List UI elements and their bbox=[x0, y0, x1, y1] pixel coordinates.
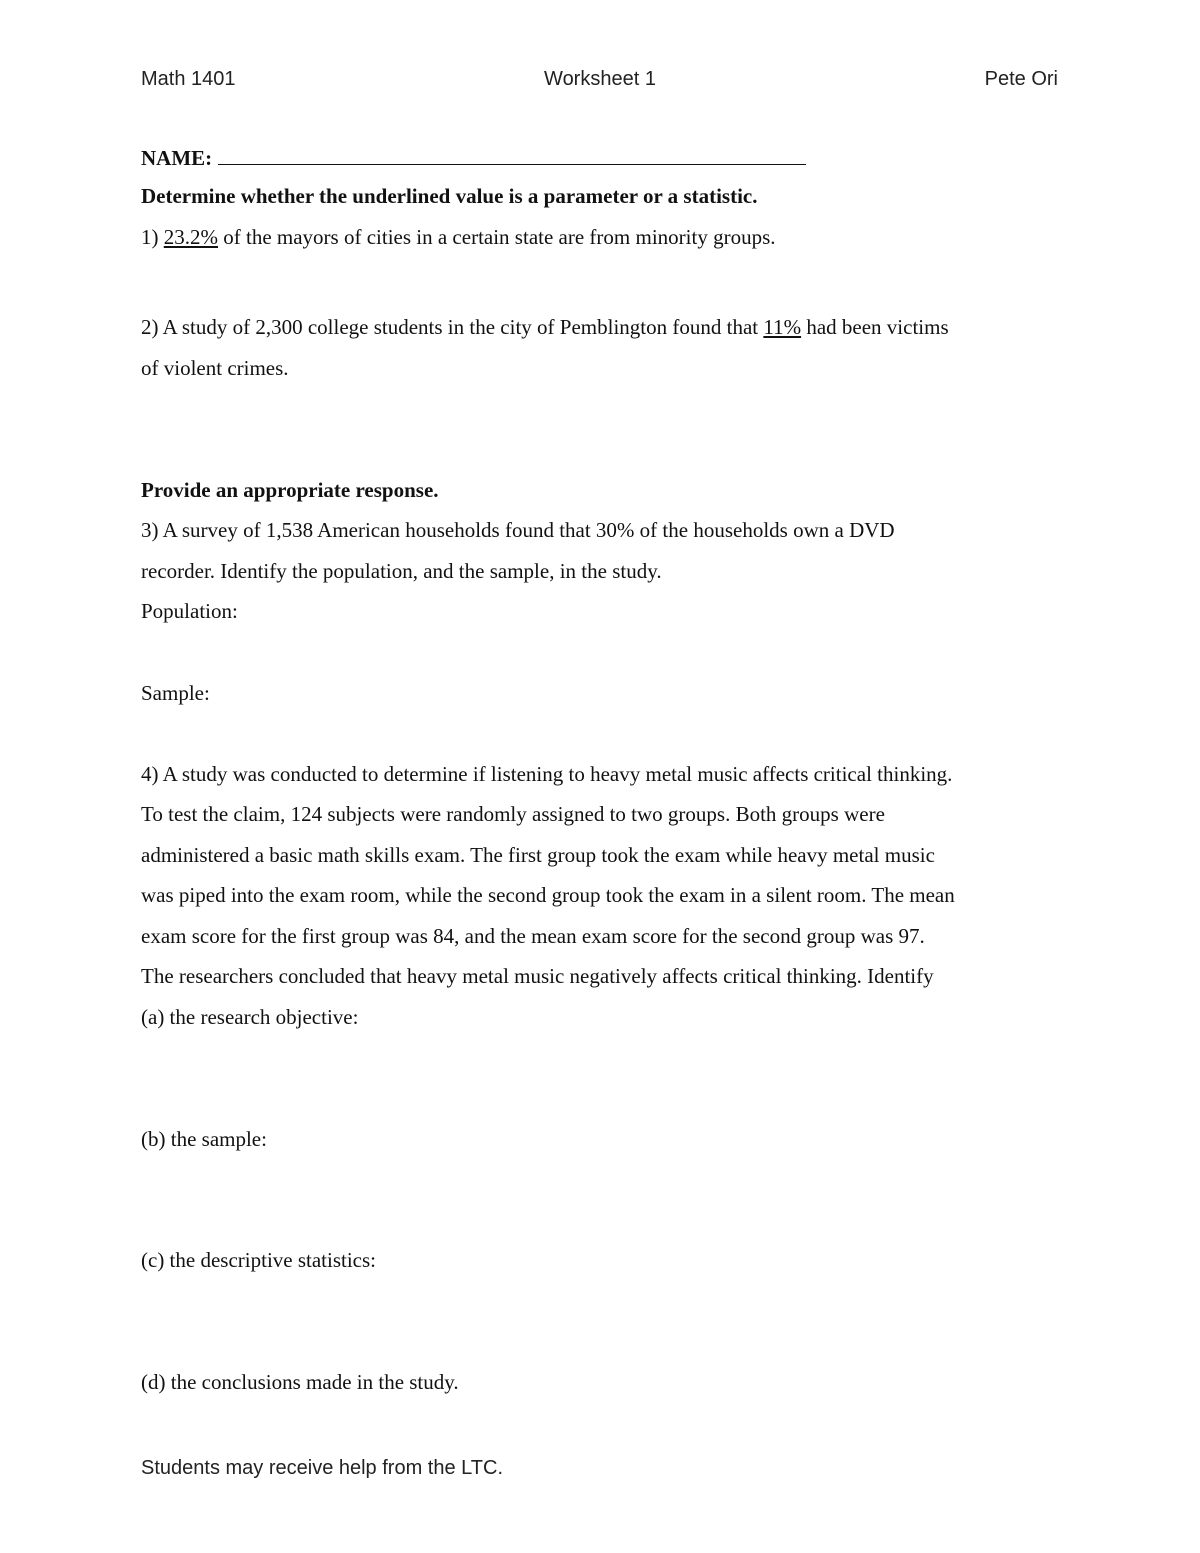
q1-underlined-value: 23.2% bbox=[163, 225, 218, 249]
question-4c: (c) the descriptive statistics: bbox=[141, 1248, 377, 1272]
name-field bbox=[141, 142, 1061, 172]
name-blank-line bbox=[218, 142, 806, 165]
question-4-line3: administered a basic math skills exam. The first group took the exam while heavy metal music bbox=[141, 843, 935, 867]
question-4-line2: To test the claim, 124 subjects were randomly assigned to two groups. Both groups were bbox=[141, 802, 885, 826]
sample-label: Sample: bbox=[141, 681, 210, 705]
question-4a: (a) the research objective: bbox=[141, 1005, 359, 1029]
q2-prefix: 2) A study of 2,300 college students in the city of Pemblington found that bbox=[141, 315, 764, 339]
question-2-line2: of violent crimes. bbox=[141, 356, 289, 380]
header-title: Worksheet 1 bbox=[544, 68, 656, 90]
header-author: Pete Ori bbox=[984, 68, 1058, 90]
question-4b: (b) the sample: bbox=[141, 1127, 267, 1151]
q1-rest: of the mayors of cities in a certain state are from minority groups. bbox=[218, 225, 776, 249]
section1-heading: Determine whether the underlined value is a parameter or a statistic. bbox=[141, 184, 758, 208]
question-3-line1: 3) A survey of 1,538 American households found that 30% of the households own a DVD bbox=[141, 518, 895, 542]
question-4-line1: 4) A study was conducted to determine if listening to heavy metal music affects critical thinking. bbox=[141, 762, 953, 786]
question-1 bbox=[141, 223, 1061, 251]
q2-rest: had been victims bbox=[801, 315, 949, 339]
question-4d: (d) the conclusions made in the study. bbox=[141, 1370, 459, 1394]
section2-heading: Provide an appropriate response. bbox=[141, 478, 439, 502]
header-course: Math 1401 bbox=[141, 68, 236, 90]
q2-underlined-value: 11% bbox=[763, 315, 802, 339]
question-2 bbox=[141, 313, 1061, 341]
question-4-line6: The researchers concluded that heavy metal music negatively affects critical thinking. Identify bbox=[141, 964, 934, 988]
question-3-line2: recorder. Identify the population, and the sample, in the study. bbox=[141, 559, 662, 583]
name-label: NAME: bbox=[141, 146, 213, 170]
footer-note: Students may receive help from the LTC. bbox=[141, 1457, 504, 1479]
question-4-line4: was piped into the exam room, while the second group took the exam in a silent room. The mean bbox=[141, 883, 955, 907]
population-label: Population: bbox=[141, 599, 238, 623]
question-4-line5: exam score for the first group was 84, and the mean exam score for the second group was 97. bbox=[141, 924, 925, 948]
q1-prefix: 1) bbox=[141, 225, 164, 249]
